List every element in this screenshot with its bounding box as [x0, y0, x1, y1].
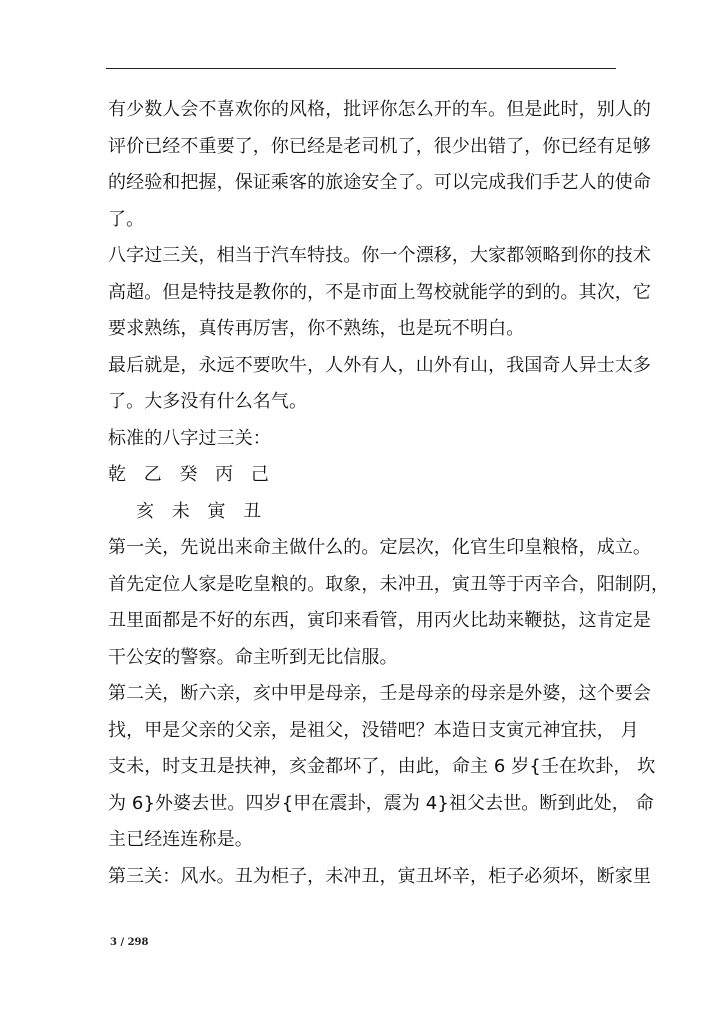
text-line: 为 6}外婆去世。四岁{甲在震卦，震为 4}祖父去世。断到此处， 命	[108, 792, 654, 814]
text-line: 找，甲是父亲的父亲，是祖父，没错吧？本造日支寅元神宜扶， 月	[108, 719, 639, 741]
text-line: 最后就是，永远不要吹牛，人外有人，山外有山，我国奇人异士太多	[108, 354, 651, 376]
text-line: 丑里面都是不好的东西，寅印来看管，用丙火比劫来鞭挞，这肯定是	[108, 610, 651, 631]
document-body	[108, 92, 670, 895]
text-line: 评价已经不重要了，你已经是老司机了，很少出错了，你已经有足够	[108, 135, 651, 157]
text-line: 第一关，先说出来命主做什么的。定层次，化官生印皇粮格，成立。	[108, 537, 651, 558]
text-line: 干公安的警察。命主听到无比信服。	[108, 646, 398, 668]
text-line: 主已经连连称是。	[108, 829, 253, 850]
text-line: 第三关：风水。丑为柜子，未冲丑，寅丑坏辛，柜子必须坏，断家里	[108, 865, 651, 887]
text-line: 了。大多没有什么名气。	[108, 391, 308, 412]
heavenly-stems-line: 乾 乙 癸 丙 己	[108, 464, 275, 485]
earthly-branches-line: 亥 未 寅 丑	[136, 500, 268, 522]
text-line: 首先定位人家是吃皇粮的。取象，未冲丑，寅丑等于丙辛合，阳制阴，	[108, 573, 670, 595]
text-line: 第二关，断六亲，亥中甲是母亲，壬是母亲的母亲是外婆，这个要会	[108, 683, 651, 704]
text-line: 的经验和把握，保证乘客的旅途安全了。可以完成我们手艺人的使命	[108, 172, 651, 193]
text-line: 有少数人会不喜欢你的风格，批评你怎么开的车。但是此时，别人的	[108, 99, 651, 120]
text-line: 了。	[108, 208, 145, 230]
text-line: 标准的八字过三关：	[108, 427, 271, 449]
text-line: 八字过三关，相当于汽车特技。你一个漂移，大家都领略到你的技术	[108, 245, 651, 266]
page-number: 3 / 298	[110, 937, 149, 948]
text-line: 高超。但是特技是教你的，不是市面上驾校就能学的到的。其次，它	[108, 281, 651, 303]
text-line: 要求熟练，真传再厉害，你不熟练，也是玩不明白。	[108, 318, 525, 339]
header-rule	[106, 68, 616, 69]
text-line: 支未，时支丑是扶神，亥金都坏了，由此，命主 6 岁{壬在坎卦， 坎	[108, 756, 656, 777]
